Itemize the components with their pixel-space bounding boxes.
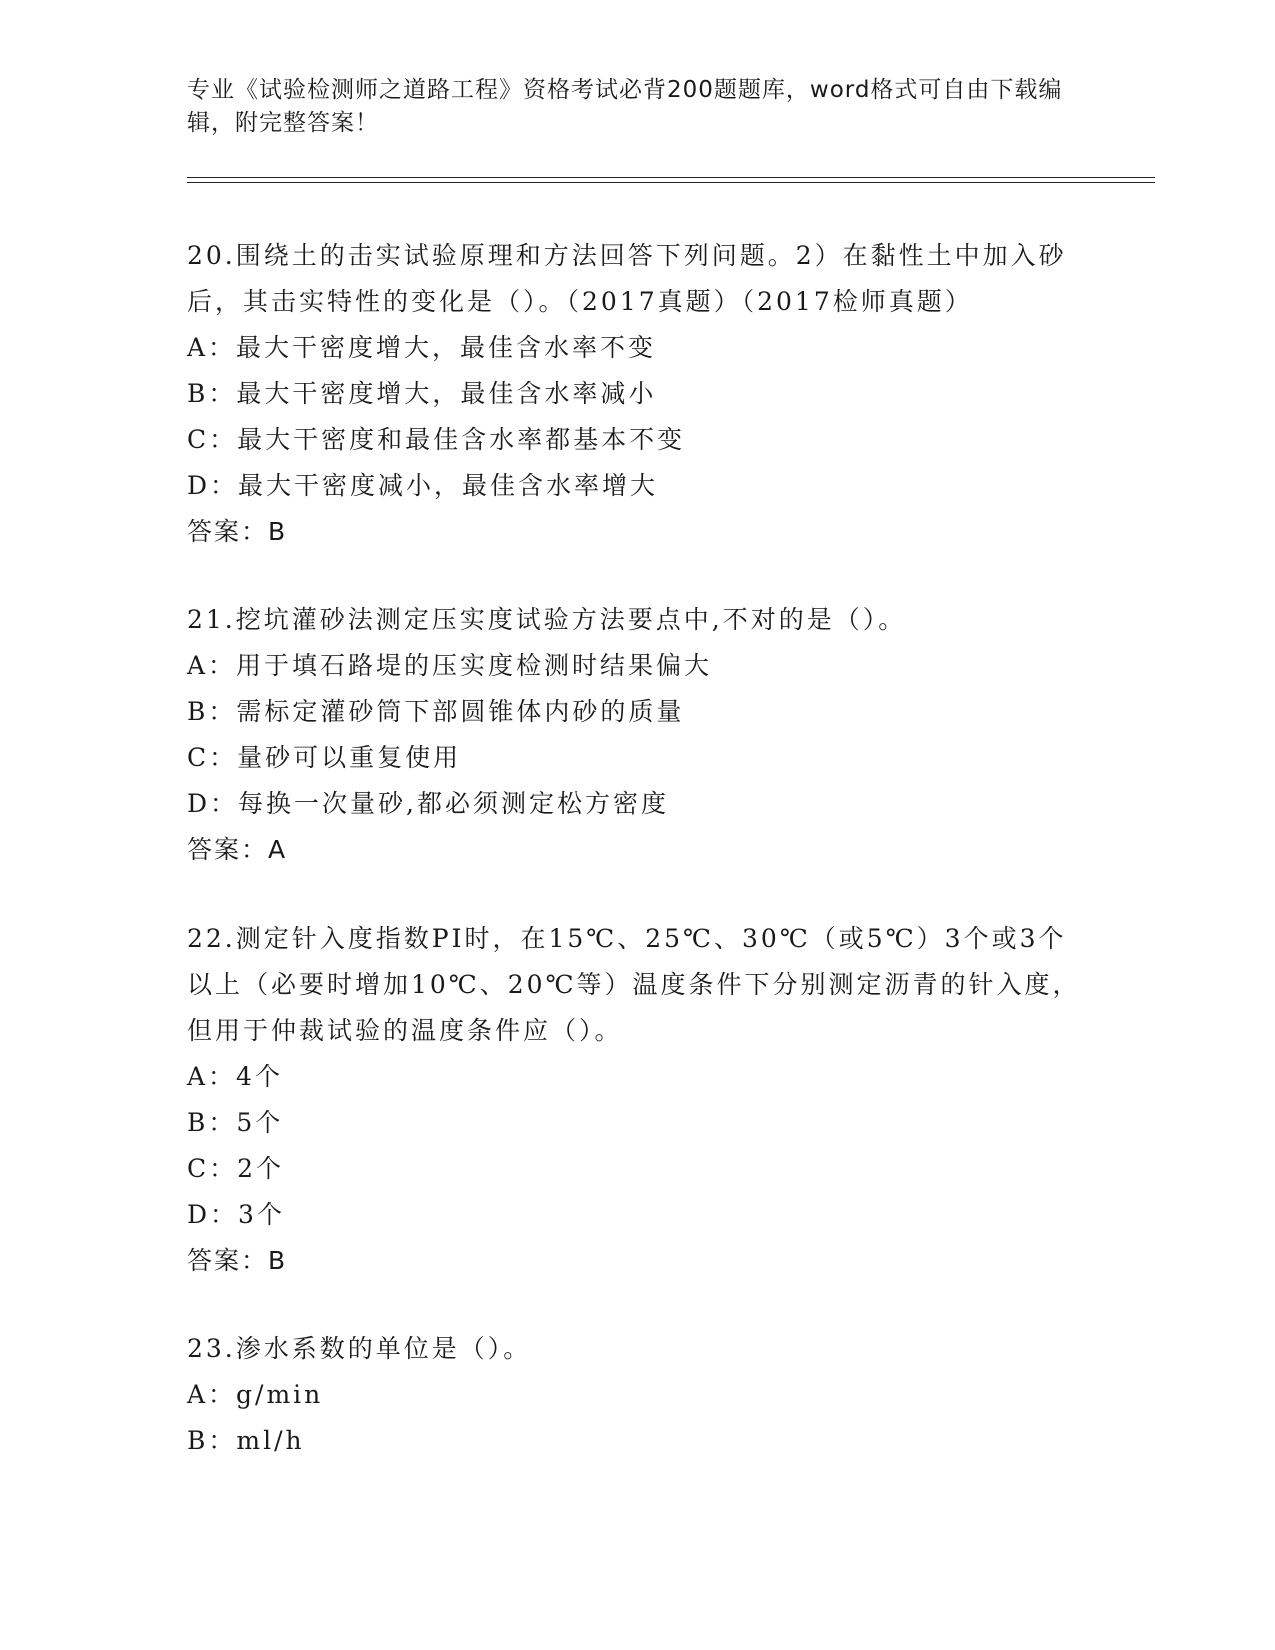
option-c: C：最大干密度和最佳含水率都基本不变 (187, 425, 686, 454)
option-b: B：5个 (187, 1108, 284, 1137)
option-b: B：ml/h (187, 1426, 305, 1455)
question-text: 23.渗水系数的单位是（）。 (187, 1334, 532, 1363)
option-d: D：每换一次量砂,都必须测定松方密度 (187, 789, 669, 818)
option-b: B：需标定灌砂筒下部圆锥体内砂的质量 (187, 697, 685, 726)
question-21 (187, 597, 1087, 873)
answer: 答案：B (187, 1246, 288, 1275)
option-a: A：g/min (187, 1380, 324, 1409)
question-text: 22.测定针入度指数PI时，在15℃、25℃、30℃（或5℃）3个或3个以上（必要时增加10℃、20℃等）温度条件下分别测定沥青的针入度，但用于仲裁试验的温度条件应（）。 (187, 924, 1081, 1045)
option-a: A：用于填石路堤的压实度检测时结果偏大 (187, 651, 713, 680)
option-c: C：2个 (187, 1154, 285, 1183)
header-divider-bottom (187, 182, 1155, 183)
question-text: 21.挖坑灌砂法测定压实度试验方法要点中,不对的是（）。 (187, 605, 907, 634)
question-23 (187, 1326, 1087, 1464)
question-20 (187, 233, 1087, 555)
option-a: A：4个 (187, 1062, 283, 1091)
option-a: A：最大干密度增大，最佳含水率不变 (187, 333, 657, 362)
option-d: D：3个 (187, 1200, 285, 1229)
answer: 答案：A (187, 835, 288, 864)
option-b: B：最大干密度增大，最佳含水率减小 (187, 379, 657, 408)
header-divider-top (187, 177, 1155, 178)
option-d: D：最大干密度减小，最佳含水率增大 (187, 471, 659, 500)
option-c: C：量砂可以重复使用 (187, 743, 462, 772)
question-text: 20.围绕土的击实试验原理和方法回答下列问题。2）在黏性土中加入砂后，其击实特性的变化是（）。（2017真题）（2017检师真题） (187, 241, 1067, 316)
document-header: 专业《试验检测师之道路工程》资格考试必背200题题库，word格式可自由下载编辑，附完整答案！ (187, 77, 1063, 136)
answer: 答案：B (187, 517, 288, 546)
question-22 (187, 916, 1087, 1284)
